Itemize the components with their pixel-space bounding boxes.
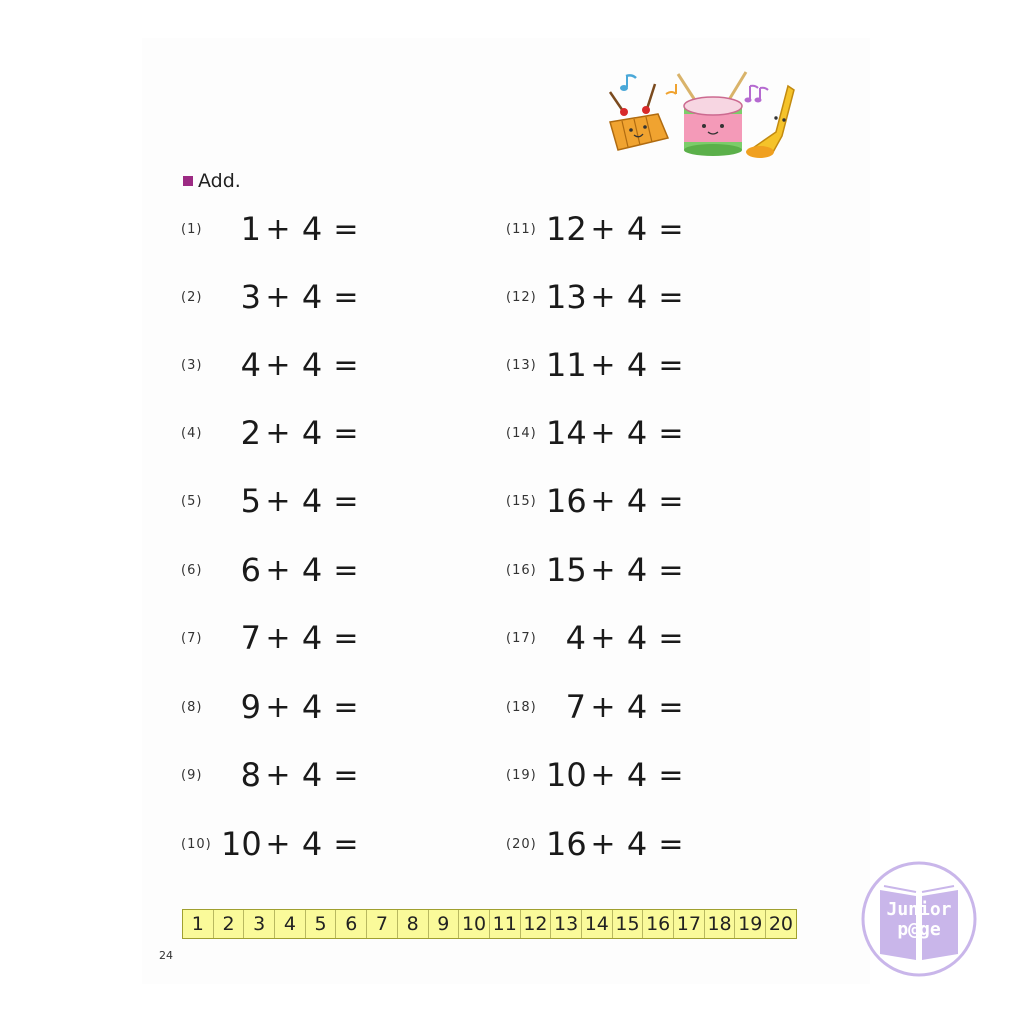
number-line-cell: 19 [735,910,766,938]
problem [506,824,688,864]
addend-b: 4 [626,346,648,384]
addend-a: 7 [240,619,261,657]
logo-text [860,900,978,940]
plus-sign: + [590,552,616,588]
number-line-cell: 3 [244,910,275,938]
plus-sign: + [265,826,291,862]
addend-b: 4 [626,688,648,726]
addend-a: 10 [221,825,262,863]
number-line-cell: 18 [705,910,736,938]
addend-b: 4 [626,210,648,248]
addend-b: 4 [626,825,648,863]
music-instruments-illustration [600,66,805,166]
problem [181,209,363,249]
problem-number: (12) [506,289,537,305]
addend-a: 9 [240,688,261,726]
addend-b: 4 [301,346,323,384]
number-line-cell: 11 [490,910,521,938]
addend-b: 4 [301,825,323,863]
problem-number: (20) [506,836,537,852]
plus-sign: + [265,483,291,519]
problem-number: (8) [181,699,203,715]
equals-sign: = [333,826,359,862]
problem-number: (11) [506,221,537,237]
number-line [182,909,797,939]
problem [181,755,363,795]
problem-number: (19) [506,767,537,783]
problem [181,481,363,521]
plus-sign: + [265,620,291,656]
problem-number: (4) [181,425,203,441]
number-line-cell: 10 [459,910,490,938]
problem [506,345,688,385]
problem [181,824,363,864]
music-note-icon [620,75,636,91]
problem-number: (3) [181,357,203,373]
xylophone-icon [610,84,668,150]
equals-sign: = [333,552,359,588]
equals-sign: = [333,689,359,725]
addend-b: 4 [301,619,323,657]
problem-number: (17) [506,630,537,646]
number-line-cell: 13 [551,910,582,938]
problem [506,413,688,453]
equals-sign: = [333,757,359,793]
plus-sign: + [265,415,291,451]
plus-sign: + [265,552,291,588]
equals-sign: = [333,483,359,519]
number-line-cell: 5 [306,910,337,938]
equals-sign: = [658,279,684,315]
equals-sign: = [333,415,359,451]
addend-b: 4 [626,756,648,794]
number-line-cell: 9 [429,910,460,938]
problem-number: (2) [181,289,203,305]
addend-b: 4 [301,278,323,316]
addend-a: 16 [546,825,587,863]
addend-a: 6 [240,551,261,589]
equals-sign: = [333,620,359,656]
problem [181,345,363,385]
plus-sign: + [265,279,291,315]
bullet-square-icon [183,176,193,186]
equals-sign: = [658,689,684,725]
addend-b: 4 [626,414,648,452]
number-line-cell: 1 [183,910,214,938]
problem-number: (6) [181,562,203,578]
addend-b: 4 [301,688,323,726]
number-line-cell: 7 [367,910,398,938]
problem [506,618,688,658]
addend-a: 16 [546,482,587,520]
equals-sign: = [333,211,359,247]
addend-a: 3 [240,278,261,316]
equals-sign: = [658,620,684,656]
plus-sign: + [590,689,616,725]
logo-line-2: p@ge [897,919,941,940]
instruction [183,170,241,192]
equals-sign: = [658,757,684,793]
plus-sign: + [590,279,616,315]
addend-b: 4 [626,278,648,316]
equals-sign: = [333,347,359,383]
plus-sign: + [590,483,616,519]
addend-b: 4 [301,414,323,452]
number-line-cell: 15 [613,910,644,938]
equals-sign: = [658,552,684,588]
problem [506,277,688,317]
number-line-cell: 2 [214,910,245,938]
addend-b: 4 [301,210,323,248]
problem-number: (10) [181,836,212,852]
addend-b: 4 [626,482,648,520]
addend-a: 1 [240,210,261,248]
equals-sign: = [658,347,684,383]
trumpet-icon [745,86,795,158]
problem-number: (16) [506,562,537,578]
problem [181,413,363,453]
addend-a: 14 [546,414,587,452]
plus-sign: + [590,347,616,383]
logo-line-1: Junior [886,899,952,920]
problem-number: (18) [506,699,537,715]
problem [506,209,688,249]
number-line-cell: 16 [643,910,674,938]
problem [181,618,363,658]
addend-a: 10 [546,756,587,794]
problem [181,277,363,317]
addend-a: 4 [240,346,261,384]
equals-sign: = [333,279,359,315]
plus-sign: + [265,347,291,383]
equals-sign: = [658,415,684,451]
problem [181,687,363,727]
addend-a: 11 [546,346,587,384]
problem-number: (7) [181,630,203,646]
plus-sign: + [265,757,291,793]
page-number: 24 [159,949,173,962]
addend-b: 4 [626,619,648,657]
problem [181,550,363,590]
plus-sign: + [265,689,291,725]
addend-a: 15 [546,551,587,589]
number-line-cell: 6 [336,910,367,938]
number-line-cell: 4 [275,910,306,938]
problem [506,755,688,795]
number-line-cell: 8 [398,910,429,938]
problem-number: (15) [506,493,537,509]
addend-b: 4 [301,756,323,794]
problem [506,687,688,727]
addend-a: 5 [240,482,261,520]
addend-a: 8 [240,756,261,794]
number-line-cell: 20 [766,910,796,938]
plus-sign: + [590,826,616,862]
problem-number: (9) [181,767,203,783]
problem-number: (1) [181,221,203,237]
addend-a: 12 [546,210,587,248]
problem [506,550,688,590]
plus-sign: + [590,415,616,451]
problem-number: (5) [181,493,203,509]
problem-number: (13) [506,357,537,373]
number-line-cell: 12 [521,910,552,938]
plus-sign: + [265,211,291,247]
equals-sign: = [658,826,684,862]
addend-a: 2 [240,414,261,452]
addend-b: 4 [301,551,323,589]
addend-b: 4 [301,482,323,520]
plus-sign: + [590,211,616,247]
number-line-cell: 17 [674,910,705,938]
number-line-cell: 14 [582,910,613,938]
addend-b: 4 [626,551,648,589]
equals-sign: = [658,483,684,519]
plus-sign: + [590,620,616,656]
plus-sign: + [590,757,616,793]
addend-a: 4 [565,619,586,657]
addend-a: 7 [565,688,586,726]
addend-a: 13 [546,278,587,316]
instruction-text: Add. [198,170,241,192]
drum-icon [666,72,746,156]
problem [506,481,688,521]
problem-number: (14) [506,425,537,441]
equals-sign: = [658,211,684,247]
